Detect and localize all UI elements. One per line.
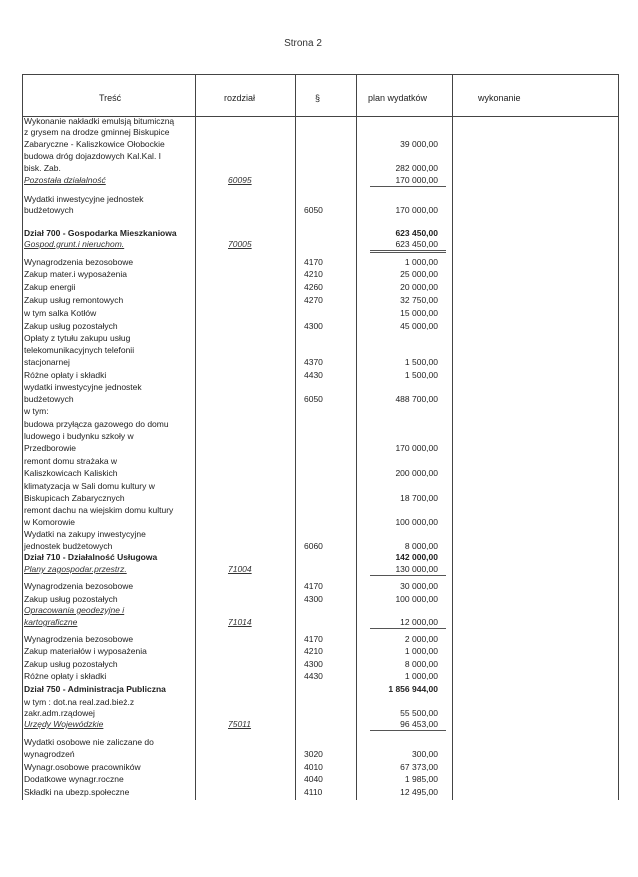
row-plan: 1 500,00 <box>404 370 438 380</box>
row-description: z grysem na drodze gminnej Biskupice <box>24 127 170 137</box>
header-rozdzial: rozdział <box>224 93 256 103</box>
row-paragraf: 4170 <box>304 581 323 591</box>
subtotal-underline <box>370 575 446 576</box>
row-plan: 12 495,00 <box>400 787 438 797</box>
row-plan: 1 000,00 <box>404 257 438 267</box>
row-description: Zakup mater.i wyposażenia <box>24 269 127 279</box>
subtotal-underline <box>370 252 446 253</box>
row-paragraf: 4300 <box>304 659 323 669</box>
row-description: Składki na ubezp.społeczne <box>24 787 130 797</box>
row-plan: 170 000,00 <box>395 205 438 215</box>
row-rozdzial: 70005 <box>228 239 252 249</box>
row-plan: 18 700,00 <box>400 493 438 503</box>
row-paragraf: 4010 <box>304 762 323 772</box>
row-description: wydatki inwestycyjne jednostek <box>24 382 142 392</box>
row-plan: 1 000,00 <box>404 646 438 656</box>
row-plan: 170 000,00 <box>395 443 438 453</box>
row-paragraf: 4430 <box>304 370 323 380</box>
row-paragraf: 6050 <box>304 205 323 215</box>
row-description: Wynagrodzenia bezosobowe <box>24 581 134 591</box>
row-paragraf: 4260 <box>304 282 323 292</box>
row-description: Przedborowie <box>24 443 76 453</box>
row-description: klimatyzacja w Sali domu kultury w <box>24 481 155 491</box>
row-plan: 25 000,00 <box>400 269 438 279</box>
row-description: Zakup usług pozostałych <box>24 321 118 331</box>
row-plan: 8 000,00 <box>404 541 438 551</box>
row-description: ludowego i budynku szkoły w <box>24 431 134 441</box>
row-description: wynagrodzeń <box>24 749 75 759</box>
column-divider <box>195 75 196 800</box>
row-plan: 55 500,00 <box>400 708 438 718</box>
row-description: Wynagrodzenia bezosobowe <box>24 634 134 644</box>
row-description: remont dachu na wiejskim domu kultury <box>24 505 174 515</box>
row-rozdzial: 60095 <box>228 175 252 185</box>
row-description: Dodatkowe wynagr.roczne <box>24 774 124 784</box>
row-plan: 623 450,00 <box>395 228 438 238</box>
row-paragraf: 4300 <box>304 594 323 604</box>
row-plan: 1 985,00 <box>404 774 438 784</box>
row-description: Plany zagospodar.przestrz. <box>24 564 127 574</box>
row-description: stacjonarnej <box>24 357 70 367</box>
row-plan: 45 000,00 <box>400 321 438 331</box>
row-plan: 39 000,00 <box>400 139 438 149</box>
row-description: Dział 710 - Działalność Usługowa <box>24 552 158 562</box>
row-paragraf: 4040 <box>304 774 323 784</box>
row-plan: 100 000,00 <box>395 594 438 604</box>
row-description: telekomunikacyjnych telefonii <box>24 345 135 355</box>
subtotal-underline <box>370 186 446 187</box>
row-description: Pozostała działalność <box>24 175 106 185</box>
row-rozdzial: 75011 <box>228 719 252 729</box>
row-description: Zabaryczne - Kaliszkowice Ołobockie <box>24 139 165 149</box>
row-description: Zakup materiałów i wyposażenia <box>24 646 147 656</box>
row-description: w Komorowie <box>24 517 76 527</box>
row-plan: 32 750,00 <box>400 295 438 305</box>
row-description: Wydatki osobowe nie zaliczane do <box>24 737 154 747</box>
row-description: budżetowych <box>24 205 74 215</box>
row-plan: 200 000,00 <box>395 468 438 478</box>
row-paragraf: 4430 <box>304 671 323 681</box>
row-plan: 282 000,00 <box>395 163 438 173</box>
row-paragraf: 6060 <box>304 541 323 551</box>
page-label: Strona 2 <box>284 38 322 49</box>
row-description: jednostek budżetowych <box>24 541 113 551</box>
row-paragraf: 6050 <box>304 394 323 404</box>
row-plan: 12 000,00 <box>400 617 438 627</box>
subtotal-underline <box>370 730 446 731</box>
row-paragraf: 4370 <box>304 357 323 367</box>
row-paragraf: 4270 <box>304 295 323 305</box>
row-description: Dział 750 - Administracja Publiczna <box>24 684 166 694</box>
row-description: Opracowania geodezyjne i <box>24 605 125 615</box>
row-paragraf: 4210 <box>304 646 323 656</box>
row-paragraf: 4110 <box>304 787 323 797</box>
row-plan: 100 000,00 <box>395 517 438 527</box>
row-plan: 300,00 <box>412 749 438 759</box>
header-wykonanie: wykonanie <box>478 93 521 103</box>
row-description: w tym: <box>24 406 49 416</box>
row-paragraf: 4210 <box>304 269 323 279</box>
header-plan: plan wydatków <box>368 93 428 103</box>
row-description: Zakup usług pozostałych <box>24 659 118 669</box>
row-description: Kaliszkowicach Kaliskich <box>24 468 118 478</box>
row-description: remont domu strażaka w <box>24 456 118 466</box>
row-description: w tym : dot.na real.zad.bież.z <box>24 697 135 707</box>
row-plan: 488 700,00 <box>395 394 438 404</box>
column-divider <box>295 75 296 800</box>
row-description: Urzędy Wojewódzkie <box>24 719 104 729</box>
row-description: w tym salka Kotłów <box>24 308 97 318</box>
row-rozdzial: 71004 <box>228 564 252 574</box>
header-paragraf: § <box>315 93 321 103</box>
row-description: Wynagrodzenia bezosobowe <box>24 257 134 267</box>
row-description: Zakup usług pozostałych <box>24 594 118 604</box>
row-description: Wynagr.osobowe pracowników <box>24 762 141 772</box>
row-plan: 67 373,00 <box>400 762 438 772</box>
row-paragraf: 4170 <box>304 634 323 644</box>
row-description: Zakup energii <box>24 282 76 292</box>
row-plan: 30 000,00 <box>400 581 438 591</box>
row-description: Wydatki na zakupy inwestycyjne <box>24 529 146 539</box>
row-description: Biskupicach Zabarycznych <box>24 493 125 503</box>
row-plan: 1 000,00 <box>404 671 438 681</box>
row-plan: 623 450,00 <box>395 239 438 249</box>
row-description: Opłaty z tytułu zakupu usług <box>24 333 131 343</box>
header-tresc: Treść <box>99 93 122 103</box>
row-description: Wydatki inwestycyjne jednostek <box>24 194 144 204</box>
row-plan: 96 453,00 <box>400 719 438 729</box>
row-description: Gospod.grunt.i nieruchom. <box>24 239 125 249</box>
column-divider <box>356 75 357 800</box>
row-description: bisk. Zab. <box>24 163 61 173</box>
row-plan: 2 000,00 <box>404 634 438 644</box>
row-plan: 15 000,00 <box>400 308 438 318</box>
row-paragraf: 4170 <box>304 257 323 267</box>
row-description: budżetowych <box>24 394 74 404</box>
row-description: budowa przyłącza gazowego do domu <box>24 419 169 429</box>
row-plan: 20 000,00 <box>400 282 438 292</box>
subtotal-underline <box>370 628 446 629</box>
row-description: zakr.adm.rządowej <box>24 708 95 718</box>
row-plan: 142 000,00 <box>395 552 438 562</box>
row-rozdzial: 71014 <box>228 617 252 627</box>
row-description: Różne opłaty i składki <box>24 370 107 380</box>
row-description: kartograficzne <box>24 617 78 627</box>
row-description: Różne opłaty i składki <box>24 671 107 681</box>
row-paragraf: 3020 <box>304 749 323 759</box>
row-plan: 130 000,00 <box>395 564 438 574</box>
row-plan: 8 000,00 <box>404 659 438 669</box>
row-plan: 170 000,00 <box>395 175 438 185</box>
row-description: Wykonanie nakładki emulsją bitumiczną <box>24 116 175 126</box>
row-paragraf: 4300 <box>304 321 323 331</box>
subtotal-underline <box>370 250 446 251</box>
column-divider <box>452 75 453 800</box>
row-description: Dział 700 - Gospodarka Mieszkaniowa <box>24 228 177 238</box>
row-description: budowa dróg dojazdowych Kal.Kal. I <box>24 151 162 161</box>
row-plan: 1 856 944,00 <box>388 684 438 694</box>
row-plan: 1 500,00 <box>404 357 438 367</box>
row-description: Zakup usług remontowych <box>24 295 124 305</box>
